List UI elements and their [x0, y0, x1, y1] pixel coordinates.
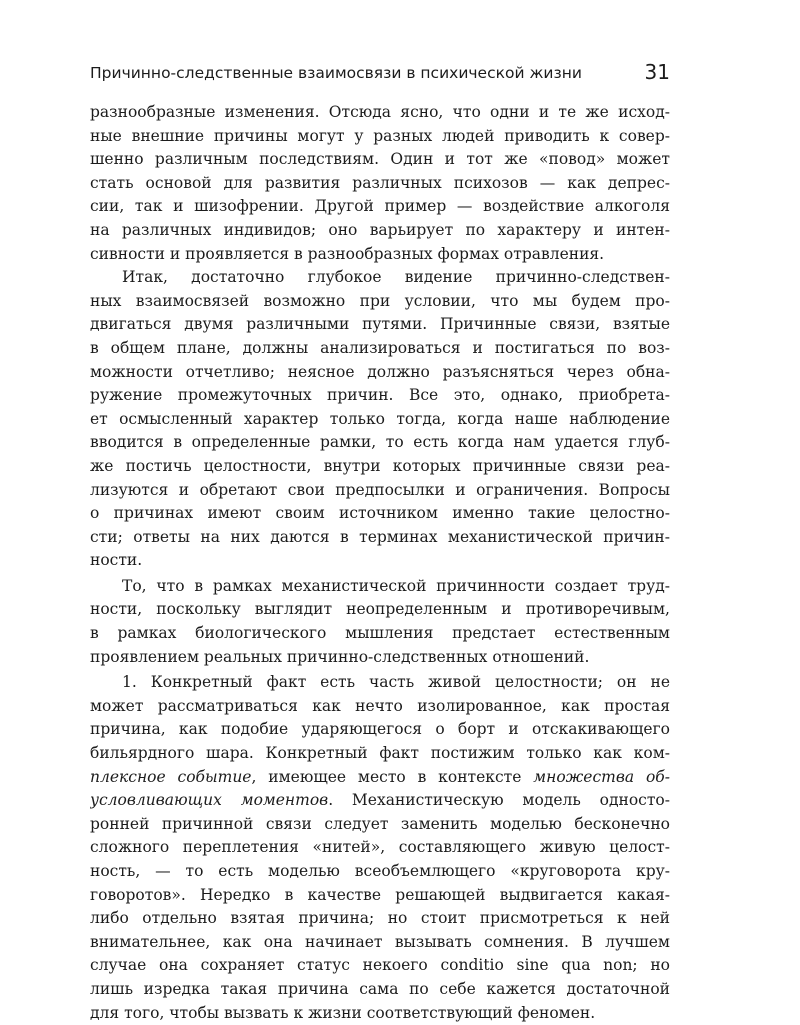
text-line: сии, так и шизофрении. Другой пример — воздействие алкоголя [90, 197, 670, 216]
text-line: же постичь целостности, внутри которых причинные связи реа- [90, 456, 670, 475]
paragraph-3 [90, 575, 670, 669]
paragraph-2 [90, 266, 670, 573]
text-line: может рассматриваться как нечто изолированное, как простая [90, 696, 670, 715]
text-line: проявлением реальных причинно-следственных отношений. [90, 647, 590, 666]
text-line: плексное событие, имеющее место в контексте множества об- [90, 767, 670, 786]
text-line: для того, чтобы вызвать к жизни соответствующий феномен. [90, 1003, 596, 1022]
text-line: сложного переплетения «нитей», составляющего живую целост- [90, 838, 670, 857]
text-line: говоротов». Нередко в качестве решающей выдвигается какая- [90, 885, 670, 904]
emphasis-text: условливающих моментов [90, 791, 329, 810]
text-line: Итак, достаточно глубокое видение причинно-следствен- [122, 268, 670, 287]
running-head-title: Причинно-следственные взаимосвязи в психической жизни [90, 64, 582, 82]
text-line: условливающих моментов. Механистическую модель односто- [90, 791, 670, 810]
text-line: бильярдного шара. Конкретный факт постижим только как ком- [90, 744, 670, 763]
text-line: о причинах имеют своим источником именно такие целостно- [90, 504, 670, 523]
body-text [90, 101, 670, 1025]
text-line: шенно различным последствиям. Один и тот же «повод» может [90, 150, 670, 169]
text-line: ные внешние причины могут у разных людей приводить к совер- [90, 126, 670, 145]
text-line: вводится в определенные рамки, то есть когда нам удается глуб- [90, 433, 670, 452]
page-number: 31 [644, 60, 670, 84]
text-line: ружение промежуточных причин. Все это, однако, приобрета- [90, 386, 670, 405]
text-line: сивности и проявляется в разнообразных формах отравления. [90, 244, 605, 263]
text-line: сти; ответы на них даются в терминах механистической причин- [90, 527, 670, 546]
text-line: либо отдельно взятая причина; но стоит присмотреться к ней [90, 909, 670, 928]
text-line: на различных индивидов; оно варьирует по характеру и интен- [90, 220, 670, 239]
text-line: разнообразные изменения. Отсюда ясно, что одни и те же исход- [90, 103, 670, 121]
text-line: ность, — то есть моделью всеобъемлющего «круговорота кру- [90, 862, 670, 880]
text-line: лишь изредка такая причина сама по себе кажется достаточной [90, 979, 670, 998]
text-line: двигаться двумя различными путями. Причинные связи, взятые [90, 315, 670, 334]
text-line: ности, поскольку выглядит неопределенным и противоречивым, [90, 600, 670, 619]
text-line: стать основой для развития различных психозов — как депрес- [90, 173, 670, 192]
text-line: случае она сохраняет статус некоего conditio sine qua non; но [90, 956, 670, 975]
text-line: лизуются и обретают свои предпосылки и ограничения. Вопросы [90, 480, 670, 499]
text-line: ных взаимосвязей возможно при условии, что мы будем про- [90, 291, 670, 310]
text-line: ронней причинной связи следует заменить моделью бесконечно [90, 814, 670, 833]
text-line: причина, как подобие ударяющегося о борт и отскакивающего [90, 720, 670, 739]
text-line: ет осмысленный характер только тогда, когда наше наблюдение [90, 409, 670, 428]
text-line: в рамках биологического мышления предстает естественным [90, 624, 670, 643]
paragraph-4 [90, 671, 670, 1025]
running-head [90, 60, 670, 90]
text-line: можности отчетливо; неясное должно разъясняться через обна- [90, 362, 670, 381]
text-line: То, что в рамках механистической причинности создает труд- [122, 576, 670, 595]
text-line: ности. [90, 551, 143, 570]
text-line: 1. Конкретный факт есть часть живой целостности; он не [122, 673, 670, 692]
emphasis-text: множества об- [533, 767, 670, 786]
emphasis-text: плексное событие [90, 767, 252, 786]
text-line: в общем плане, должны анализироваться и постигаться по воз- [90, 338, 670, 357]
text-line: внимательнее, как она начинает вызывать сомнения. В лучшем [90, 932, 670, 951]
paragraph-1 [90, 101, 670, 266]
